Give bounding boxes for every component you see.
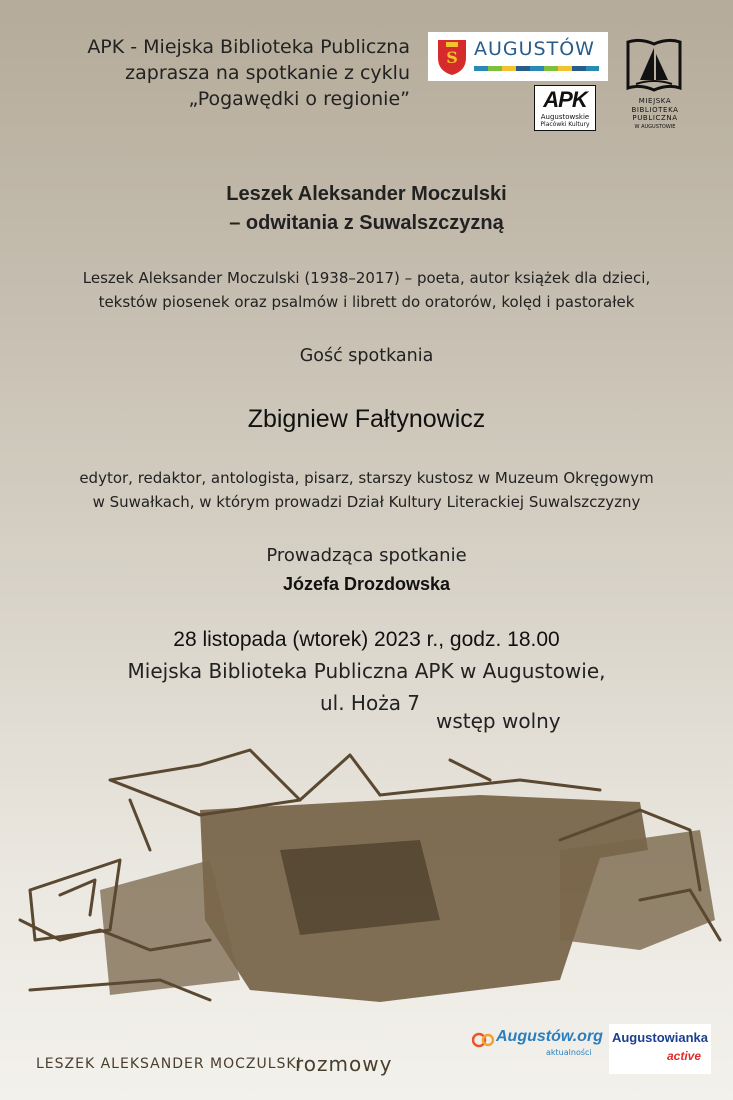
entry-info: wstęp wolny <box>436 709 561 733</box>
event-street: ul. Hoża 7 <box>319 691 421 715</box>
host-label: Prowadząca spotkanie <box>266 545 467 566</box>
poet-description-line-1: Leszek Aleksander Moczulski (1938–2017) – poeta, autor książek dla dzieci, <box>82 269 651 287</box>
augustow-crest-icon <box>436 38 468 76</box>
event-title-line-1: Leszek Aleksander Moczulski <box>226 183 507 205</box>
event-title <box>0 180 733 238</box>
header-invitation <box>20 34 410 112</box>
host-name: Józefa Drozdowska <box>282 574 451 594</box>
apk-logo <box>534 85 596 131</box>
apk-subtitle-2: Placówki Kultury <box>540 121 590 128</box>
library-name-line-2: BIBLIOTEKA <box>631 105 679 114</box>
apk-wordmark: APK <box>543 87 587 112</box>
header-line-2: zaprasza na spotkanie z cyklu <box>125 62 410 84</box>
augustow-logo <box>428 32 608 81</box>
houses-sketch-illustration <box>0 740 733 1040</box>
library-name-line-1: MIEJSKA <box>638 97 672 105</box>
library-name-line-3: PUBLICZNA <box>632 114 678 122</box>
augustow-wordmark: AUGUSTÓW <box>474 38 595 60</box>
poet-description-line-2: tekstów piosenek oraz psalmów i librett do oratorów, kolęd i pastorałek <box>98 293 635 311</box>
library-name <box>625 97 685 123</box>
header-line-1: APK - Miejska Biblioteka Publiczna <box>87 36 410 58</box>
augustoworg-icon <box>472 1030 494 1050</box>
svg-text:S: S <box>446 48 458 67</box>
footer-author: LESZEK ALEKSANDER MOCZULSKI <box>36 1056 302 1072</box>
augustowianka-subtitle: active <box>666 1049 701 1063</box>
event-venue: Miejska Biblioteka Publiczna APK w Augustowie, <box>127 659 606 683</box>
event-title-line-2: – odwitania z Suwalszczyzną <box>229 212 504 234</box>
library-book-sail-icon <box>622 36 686 94</box>
event-date: 28 listopada (wtorek) 2023 r., godz. 18.00 <box>173 628 560 651</box>
augustowianka-wordmark: Augustowianka <box>611 1030 709 1045</box>
augustoworg-logo <box>472 1026 603 1066</box>
augustowianka-logo <box>609 1024 711 1074</box>
guest-description <box>0 466 733 514</box>
guest-label: Gość spotkania <box>299 346 434 366</box>
footer-series: rozmowy <box>295 1052 393 1076</box>
guest-description-line-1: edytor, redaktor, antologista, pisarz, starszy kustosz w Muzeum Okręgowym <box>79 469 654 487</box>
augustow-stripe <box>474 66 599 71</box>
apk-subtitle-1: Augustowskie <box>540 113 590 121</box>
augustoworg-wordmark: Augustów.org <box>496 1028 603 1045</box>
library-town: W AUGUSTOWIE <box>634 124 676 130</box>
header-line-3: „Pogawędki o regionie” <box>188 88 410 110</box>
augustoworg-subtitle: aktualności <box>546 1048 592 1057</box>
guest-name: Zbigniew Fałtynowicz <box>247 405 486 433</box>
guest-description-line-2: w Suwałkach, w którym prowadzi Dział Kultury Literackiej Suwalszczyzny <box>92 493 641 511</box>
poet-description <box>0 266 733 314</box>
